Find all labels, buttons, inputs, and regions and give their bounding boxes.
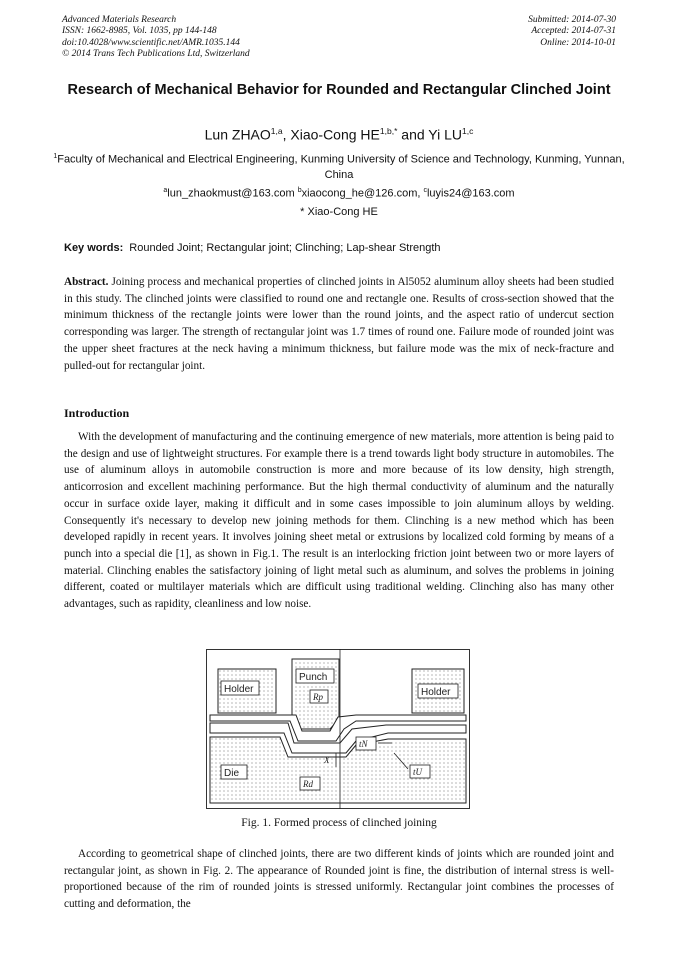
affiliation-text: Faculty of Mechanical and Electrical Engineering, Kunming University of Science and Technology, Kunming, Yunnan, China <box>57 153 625 181</box>
author-1-affil: 1,a <box>270 126 283 136</box>
author-3-affil: 1,c <box>462 126 474 136</box>
punch-label: Punch <box>299 672 328 683</box>
journal-copyright: © 2014 Trans Tech Publications Ltd, Switzerland <box>62 48 250 59</box>
figure-caption: Fig. 1. Formed process of clinched joining <box>241 817 437 829</box>
intro-paragraph-1: With the development of manufacturing and the continuing emergence of new materials, more attention is being paid to the design and use of lightweight structures. For example there is a trend towards light body structure in automobiles. The use of aluminum alloys in automobile construction is more and more because of its low density, high strength, anticorrosion and excellent machining performance. But the high thermal conductivity of aluminum and the naturally occur in surface oxide layer, making it difficult and in some cases impossible to join aluminum alloys by welding. Consequently it's necessary to develop new joining methods for them. Clinching is a new method which has been developed rapidly in recent years. It involves joining sheet metal or extrusions by localized cold forming by means of a punch into a special die [1], as shown in Fig.1. The result is an interlocking friction joint between two or more layers of material. Clinching enables the satisfactory joining of light metal such as aluminum, and solves the problems in joining different, coated or multilayer materials which are difficult using traditional welding. Clinching also has many other advantages, such as rapidity, cleanliness and low noise. <box>64 431 614 611</box>
right-holder-label: Holder <box>421 687 451 698</box>
submission-dates <box>528 15 616 49</box>
journal-info <box>62 15 250 60</box>
email-2-marker: b <box>297 187 302 194</box>
affiliation <box>40 149 638 183</box>
keywords <box>64 242 620 254</box>
left-holder-label: Holder <box>224 684 254 695</box>
intro-paragraph-2: According to geometrical shape of clinched joints, there are two different kinds of joints which are rounded joint and rectangular joint, as shown in Fig. 2. The appearance of Rounded joint is fine, the distribution of internal stress is well-proportioned because of the rim of rounded joints is stressed uniformly. Rectangular joint combines the processes of cutting and deformation, the <box>64 848 614 911</box>
paper-title: Research of Mechanical Behavior for Rounded and Rectangular Clinched Joint <box>67 82 611 98</box>
online-date: Online: 2014-10-01 <box>540 37 616 48</box>
author-and: and <box>401 126 425 143</box>
x-label: X <box>324 755 330 765</box>
author-emails: $^a$lun_zhaokmust@163.com $^b$xiaocong_he@126.com, $^c$luyis24@163.com <box>163 187 515 200</box>
accepted-date: Accepted: 2014-07-31 <box>531 26 616 37</box>
author-list: Lun ZHAO$^{1,a}$, Xiao-Cong $HE^{1,b,*}$ and Yi LU$^{1,c}$ <box>204 126 474 143</box>
email-3[interactable]: luyis24@163.com <box>426 187 515 200</box>
journal-doi: doi:10.4028/www.scientific.net/AMR.1035.144 <box>62 37 240 48</box>
email-1-marker: a <box>163 187 168 194</box>
tn-label: tN <box>359 739 368 749</box>
email-1[interactable]: lun_zhaokmust@163.com <box>167 187 295 200</box>
clinching-process-figure <box>206 649 470 809</box>
rp-label: Rp <box>313 692 323 702</box>
journal-name: Advanced Materials Research <box>62 15 177 25</box>
author-1: Lun ZHAO <box>204 126 271 143</box>
section-heading-introduction: Introduction <box>64 406 130 420</box>
tu-label: tU <box>413 767 422 777</box>
submitted-date: Submitted: 2014-07-30 <box>528 15 616 25</box>
author-3: Yi LU <box>428 126 462 143</box>
author-2: Xiao-Cong HE <box>290 126 380 143</box>
corresponding-author: * Xiao-Cong HE <box>300 206 378 218</box>
journal-issn: ISSN: 1662-8985, Vol. 1035, pp 144-148 <box>62 26 217 37</box>
abstract-label: Abstract. <box>64 276 109 288</box>
email-2[interactable]: xiaocong_he@126.com <box>301 187 418 200</box>
keywords-label: Key words: <box>64 242 124 254</box>
abstract-text: Joining process and mechanical properties of clinched joints in Al5052 aluminum alloy sheets had been studied in this study. The clinched joints were classified to round one and rectangle one. Results of cross-section showed that the minimum thickness of the rectangle joints were lower than the round joints, and the aspect ratio of undercut section corresponding was larger. The strength of rectangular joint was 1.7 times of round one. Failure mode of rounded joint was the upper sheet fractures at the neck having a minimum thickness, but failure mode was the mix of neck-fracture and pulled-out for rectangular joint. <box>64 276 615 372</box>
affiliation-marker: 1 <box>53 153 58 160</box>
keywords-text: Rounded Joint; Rectangular joint; Clinching; Lap-shear Strength <box>129 242 441 254</box>
author-2-affil: 1,b,* <box>379 126 398 136</box>
abstract <box>64 274 614 374</box>
email-3-marker: c <box>423 187 427 194</box>
die-label: Die <box>224 768 240 779</box>
rd-label: Rd <box>303 779 313 789</box>
